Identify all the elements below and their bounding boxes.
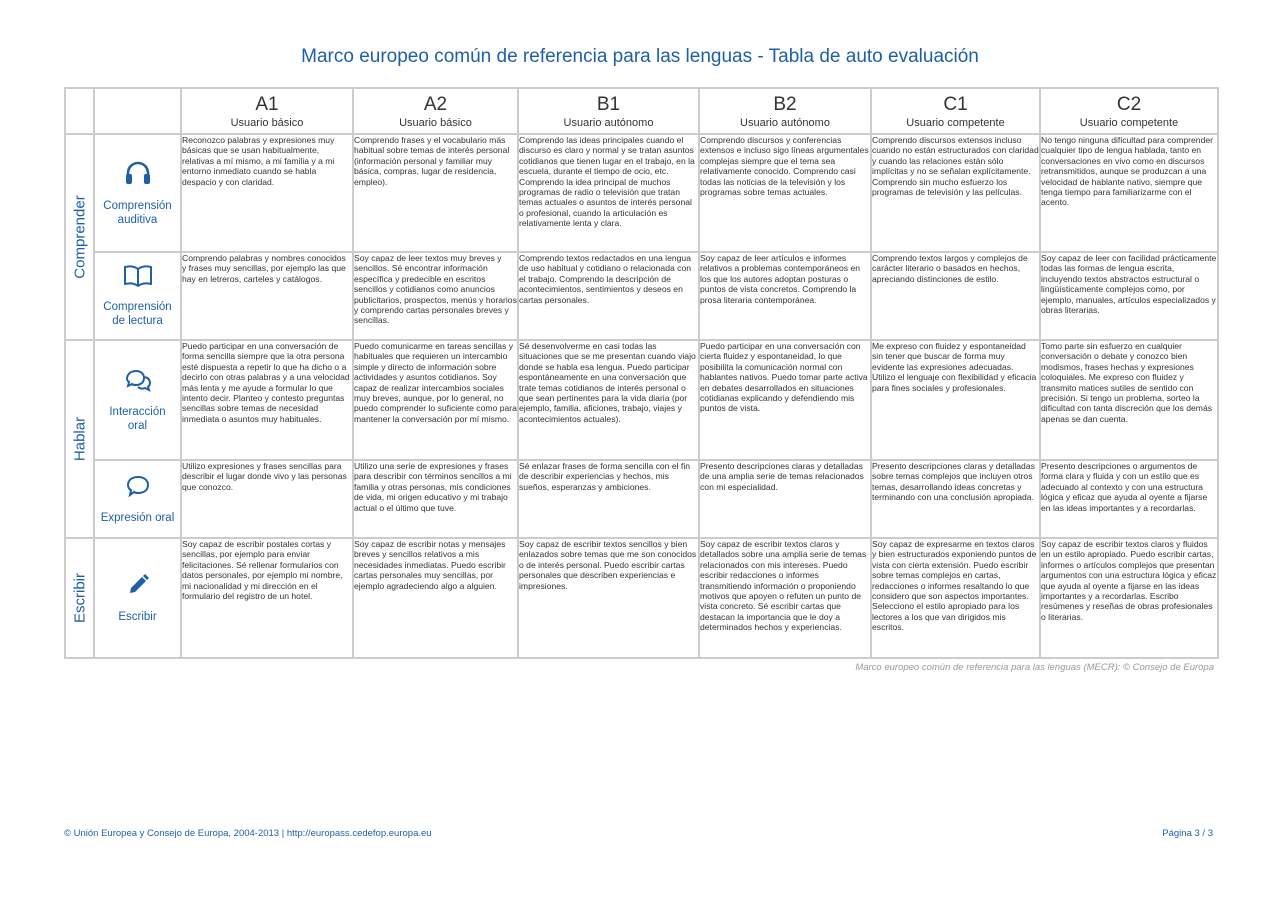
self-assessment-grid [64, 87, 1219, 659]
skill-expresion-oral [94, 460, 181, 538]
level-code: A2 [423, 94, 448, 115]
descriptor-cell: Comprendo frases y el vocabulario más habitual sobre temas de interés personal (información personal y familiar muy básica, compras, lugar de residencia, empleo). [353, 134, 518, 252]
skill-label: Escribir [118, 610, 157, 623]
descriptor-cell: Presento descripciones claras y detalladas de una amplia serie de temas relacionados con mi especialidad. [699, 460, 871, 538]
page-title: Marco europeo común de referencia para las lenguas - Tabla de auto evaluación [301, 46, 979, 67]
descriptor-cell: Soy capaz de expresarme en textos claros y bien estructurados exponiendo puntos de vista con cierta extensión. Puedo escribir sobre temas complejos en cartas, redacciones o informes resaltando lo que considero que son aspectos importantes. Selecciono el estilo apropiado para los lectores a los que van dirigidos mis escritos. [871, 538, 1040, 658]
descriptor-cell: Tomo parte sin esfuerzo en cualquier conversación o debate y conozco bien modismos, frases hechas y expresiones coloquiales. Me expreso con fluidez y transmito matices sutiles de sentido con precisión. Si tengo un problema, sorteo la dificultad con tanta discreción que los demás apenas se dan cuenta. [1040, 340, 1218, 460]
empty-corner-cell [65, 88, 94, 134]
skill-comprension-lectura [94, 252, 181, 340]
level-code: C1 [943, 94, 968, 115]
skill-label: Expresión oral [100, 511, 175, 524]
level-description: Usuario básico [230, 117, 304, 129]
level-description: Usuario competente [1079, 117, 1179, 129]
descriptor-cell: Comprendo textos redactados en una lengua de uso habitual y cotidiano o relacionada con el trabajo. Comprendo la descripción de acontecimientos, sentimientos y deseos en cartas personales. [518, 252, 699, 340]
skill-row-comprension-lectura [65, 252, 1218, 340]
level-description: Usuario autónomo [563, 117, 654, 129]
source-note: Marco europeo común de referencia para las lenguas (MECR): © Consejo de Europa [855, 662, 1214, 673]
skill-row-comprension-auditiva [65, 134, 1218, 252]
level-header-c1 [871, 88, 1040, 134]
level-code: B1 [596, 94, 621, 115]
descriptor-cell: Soy capaz de escribir postales cortas y sencillas, por ejemplo para enviar felicitaciones. Sé rellenar formularios con datos personales, por ejemplo mi nombre, mi nacionalidad y mi dirección en el formulario del registro de un hotel. [181, 538, 353, 658]
level-description: Usuario básico [399, 117, 472, 129]
descriptor-cell: Puedo participar en una conversación con cierta fluidez y espontaneidad, lo que posibilita la comunicación normal con hablantes nativos. Puedo tomar parte activa en debates desarrollados en situaciones cotidianas explicando y defendiendo mis puntos de vista. [699, 340, 871, 460]
level-code: C2 [1116, 94, 1142, 115]
category-label: Comprender [71, 195, 88, 279]
skill-label: Comprensión de lectura [103, 300, 172, 327]
levels-header-row [65, 88, 1218, 134]
category-label: Hablar [71, 416, 88, 462]
descriptor-cell: Comprendo discursos y conferencias extensos e incluso sigo líneas argumentales complejas siempre que el tema sea relativamente conocido. Comprendo casi todas las noticias de la televisión y los programas sobre temas actuales. [699, 134, 871, 252]
descriptor-cell: Comprendo textos largos y complejos de carácter literario o basados en hechos, apreciando distinciones de estilo. [871, 252, 1040, 340]
descriptor-cell: Puedo comunicarme en tareas sencillas y habituales que requieren un intercambio simple y directo de información sobre actividades y asuntos cotidianos. Soy capaz de realizar intercambios sociales muy breves, aunque, por lo general, no puedo comprender lo suficiente como para mantener la conversación por mí mismo. [353, 340, 518, 460]
category-escribir [65, 538, 94, 658]
descriptor-cell: Soy capaz de leer artículos e informes relativos a problemas contemporáneos en los que los autores adoptan posturas o puntos de vista concretos. Comprendo la prosa literaria contemporánea. [699, 252, 871, 340]
descriptor-cell: Soy capaz de escribir textos claros y detallados sobre una amplia serie de temas relacionados con mis intereses. Puedo escribir redacciones o informes transmitiendo información o proponiendo motivos que apoyen o refuten un punto de vista concreto. Sé escribir cartas que destacan la importancia que le doy a determinados hechos y experiencias. [699, 538, 871, 658]
conversation-bubbles-icon [95, 368, 180, 397]
descriptor-cell: Sé desenvolverme en casi todas las situaciones que se me presentan cuando viajo donde se habla esa lengua. Puedo participar espontáneamente en una conversación que trate temas cotidianos de interés personal o que sean pertinentes para la vida diaria (por ejemplo, familia, aficiones, trabajo, viajes y acontecimientos actuales). [518, 340, 699, 460]
level-code: A1 [255, 94, 279, 115]
empty-skill-header-cell [94, 88, 181, 134]
level-header-a2 [353, 88, 518, 134]
descriptor-cell: Puedo participar en una conversación de forma sencilla siempre que la otra persona esté dispuesta a repetir lo que ha dicho o a decirlo con otras palabras y a una velocidad más lenta y me ayude a formular lo que intento decir. Planteo y contesto preguntas sencillas sobre temas de necesidad inmediata o asuntos muy habituales. [181, 340, 353, 460]
category-comprender [65, 134, 94, 340]
category-label: Escribir [71, 572, 88, 624]
footer-copyright: © Unión Europea y Consejo de Europa, 2004-2013 | http://europass.cedefop.europa.eu [64, 828, 432, 839]
skill-row-escribir [65, 538, 1218, 658]
descriptor-cell: Sé enlazar frases de forma sencilla con el fin de describir experiencias y hechos, mis sueños, esperanzas y ambiciones. [518, 460, 699, 538]
level-header-b2 [699, 88, 871, 134]
skill-label: Comprensión auditiva [103, 199, 172, 226]
descriptor-cell: Comprendo las ideas principales cuando el discurso es claro y normal y se tratan asuntos cotidianos que tienen lugar en el trabajo, en la escuela, durante el tiempo de ocio, etc. Comprendo la idea principal de muchos programas de radio o televisión que tratan temas actuales o asuntos de interés personal o profesional, cuando la articulación es relativamente lenta y clara. [518, 134, 699, 252]
descriptor-cell: Utilizo expresiones y frases sencillas para describir el lugar donde vivo y las personas que conozco. [181, 460, 353, 538]
descriptor-cell: No tengo ninguna dificultad para comprender cualquier tipo de lengua hablada, tanto en conversaciones en vivo como en discursos retransmitidos, aunque se produzcan a una velocidad de hablante nativo, siempre que tenga tiempo para familiarizarme con el acento. [1040, 134, 1218, 252]
open-book-icon [95, 265, 180, 292]
headphones-icon [95, 160, 180, 191]
descriptor-cell: Soy capaz de escribir textos sencillos y bien enlazados sobre temas que me son conocidos o de interés personal. Puedo escribir cartas personales que describen experiencias e impresiones. [518, 538, 699, 658]
skill-row-interaccion-oral [65, 340, 1218, 460]
pencil-icon [95, 573, 180, 602]
descriptor-cell: Soy capaz de leer textos muy breves y sencillos. Sé encontrar información específica y predecible en escritos sencillos y cotidianos como anuncios publicitarios, prospectos, menús y horarios y comprendo cartas personales breves y sencillas. [353, 252, 518, 340]
footer-page-number: Página 3 / 3 [1162, 828, 1213, 839]
descriptor-cell: Presento descripciones claras y detalladas sobre temas complejos que incluyen otros temas, desarrollando ideas concretas y terminando con una conclusión apropiada. [871, 460, 1040, 538]
speech-bubble-icon [95, 474, 180, 503]
skill-comprension-auditiva [94, 134, 181, 252]
descriptor-cell: Reconozco palabras y expresiones muy básicas que se usan habitualmente, relativas a mí mismo, a mi familia y a mi entorno inmediato cuando se habla despacio y con claridad. [181, 134, 353, 252]
descriptor-cell: Presento descripciones o argumentos de forma clara y fluida y con un estilo que es adecuado al contexto y con una estructura lógica y eficaz que ayuda al oyente a fijarse en las ideas importantes y a recordarlas. [1040, 460, 1218, 538]
level-description: Usuario competente [906, 117, 1005, 129]
skill-escribir [94, 538, 181, 658]
descriptor-cell: Utilizo una serie de expresiones y frases para describir con términos sencillos a mi familia y otras personas, mis condiciones de vida, mi origen educativo y mi trabajo actual o el último que tuve. [353, 460, 518, 538]
descriptor-cell: Comprendo palabras y nombres conocidos y frases muy sencillas, por ejemplo las que hay en letreros, carteles y catálogos. [181, 252, 353, 340]
descriptor-cell: Soy capaz de escribir textos claros y fluidos en un estilo apropiado. Puedo escribir cartas, informes o artículos complejos que presentan argumentos con una estructura lógica y eficaz que ayuda al oyente a fijarse en las ideas importantes y a recordarlas. Escribo resúmenes y reseñas de obras profesionales o literarias. [1040, 538, 1218, 658]
skill-row-expresion-oral [65, 460, 1218, 538]
skill-label: Interacción oral [109, 405, 166, 432]
level-code: B2 [773, 94, 797, 115]
descriptor-cell: Soy capaz de escribir notas y mensajes breves y sencillos relativos a mis necesidades inmediatas. Puedo escribir cartas personales muy sencillas, por ejemplo agradeciendo algo a alguien. [353, 538, 518, 658]
descriptor-cell: Me expreso con fluidez y espontaneidad sin tener que buscar de forma muy evidente las expresiones adecuadas. Utilizo el lenguaje con flexibilidad y eficacia para fines sociales y profesionales. [871, 340, 1040, 460]
level-header-a1 [181, 88, 353, 134]
descriptor-cell: Soy capaz de leer con facilidad prácticamente todas las formas de lengua escrita, incluyendo textos abstractos estructural o lingüísticamente complejos como, por ejemplo, manuales, artículos especializados y obras literarias. [1040, 252, 1218, 340]
skill-interaccion-oral [94, 340, 181, 460]
category-hablar [65, 340, 94, 538]
level-description: Usuario autónomo [740, 117, 830, 129]
descriptor-cell: Comprendo discursos extensos incluso cuando no están estructurados con claridad y cuando las relaciones están sólo implícitas y no se señalan explícitamente. Comprendo sin mucho esfuerzo los programas de televisión y las películas. [871, 134, 1040, 252]
level-header-b1 [518, 88, 699, 134]
level-header-c2 [1040, 88, 1218, 134]
